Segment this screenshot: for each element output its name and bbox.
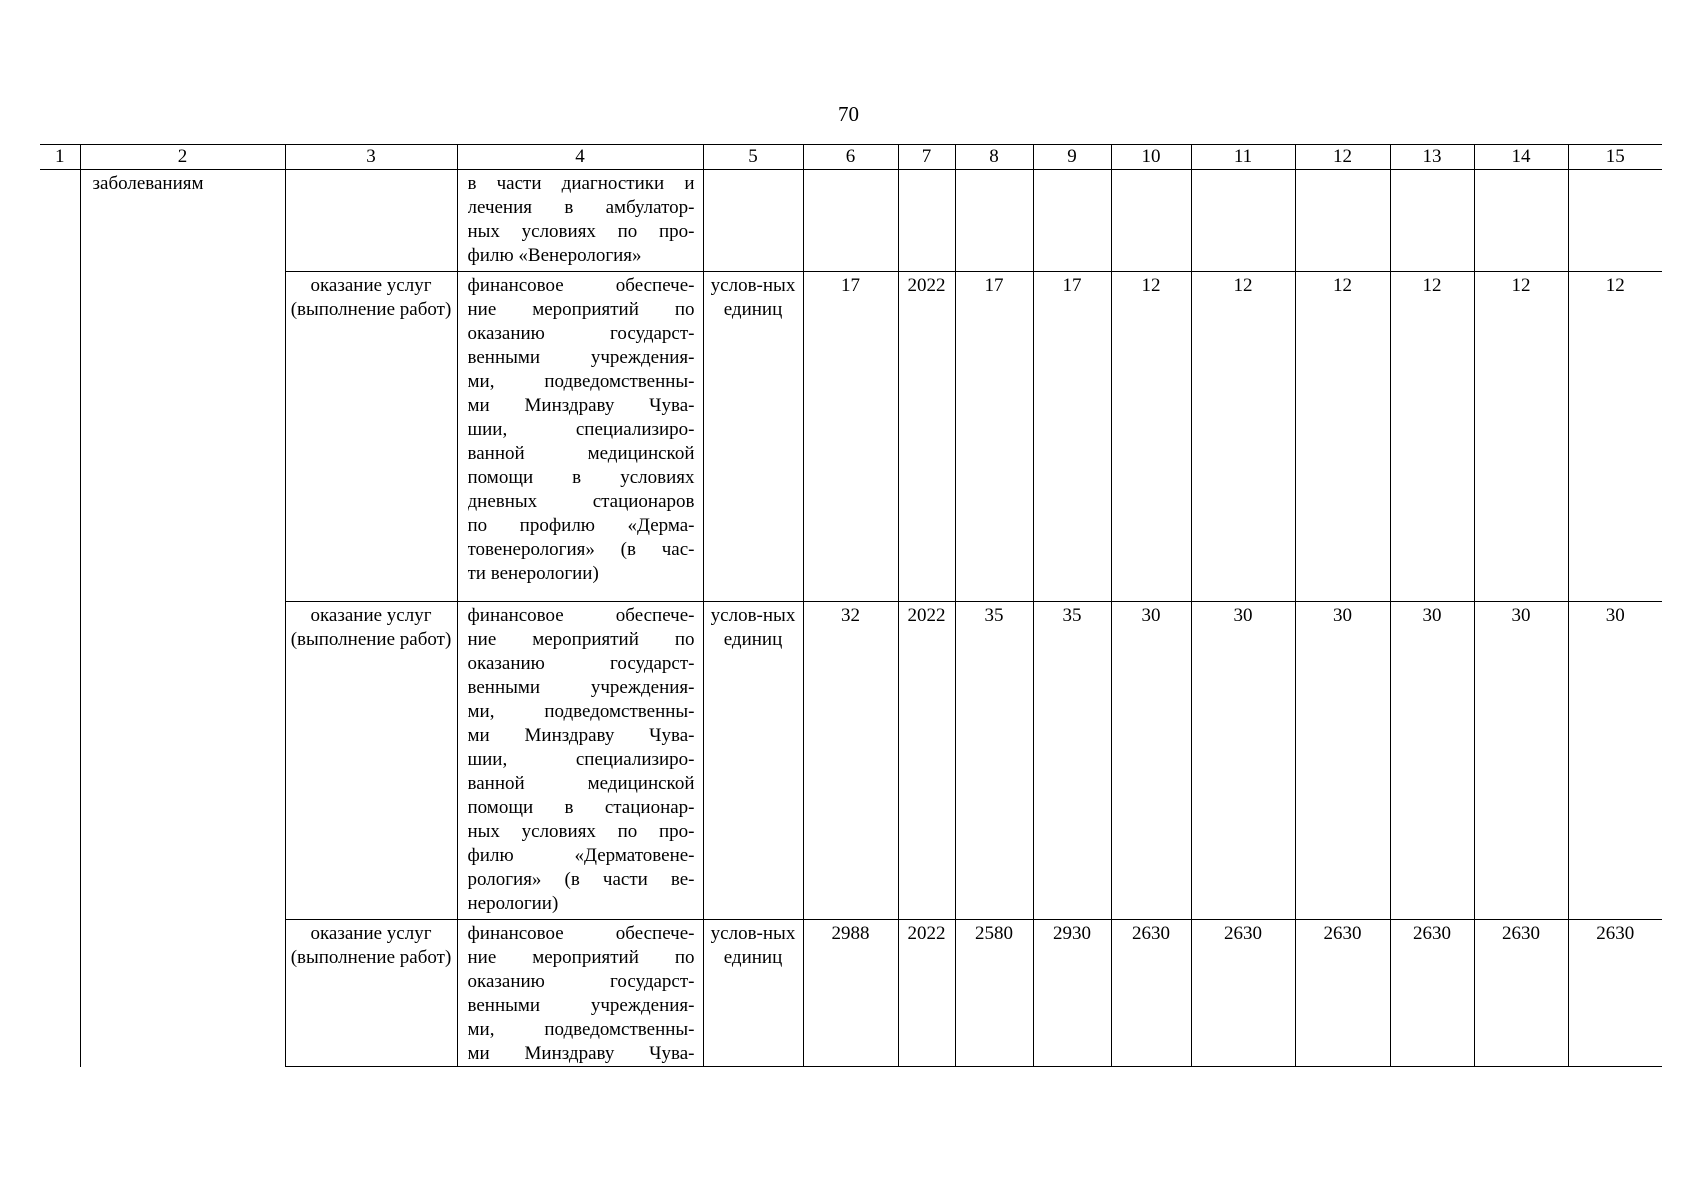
unit-cell: услов-ных единиц — [703, 602, 803, 920]
value-cell: 32 — [803, 602, 898, 920]
description-line: товенерология» (в час- — [467, 539, 695, 560]
header-cell: 11 — [1191, 145, 1295, 170]
value-cell — [1390, 170, 1474, 272]
unit-cell: услов-ных единиц — [703, 920, 803, 1067]
header-cell: 2 — [80, 145, 285, 170]
unit-cell — [703, 170, 803, 272]
value-cell — [898, 170, 955, 272]
header-cell: 1 — [40, 145, 80, 170]
header-cell: 5 — [703, 145, 803, 170]
description-line: венными учреждения- — [467, 347, 695, 368]
description-line: ных условиях по про- — [467, 221, 695, 242]
description-line: рология» (в части ве- — [467, 869, 695, 890]
header-cell: 15 — [1568, 145, 1662, 170]
description-line: венными учреждения- — [467, 995, 695, 1016]
unit-cell: услов-ных единиц — [703, 272, 803, 602]
header-cell: 6 — [803, 145, 898, 170]
program-indicators-table — [40, 144, 1662, 1067]
description-line: ванной медицинской — [467, 773, 695, 794]
header-cell: 4 — [457, 145, 703, 170]
value-cell: 2022 — [898, 602, 955, 920]
value-cell: 2022 — [898, 920, 955, 1067]
value-cell — [1191, 170, 1295, 272]
value-cell: 2630 — [1295, 920, 1390, 1067]
page-number: 70 — [838, 102, 859, 126]
activity-type-cell: оказание услуг (выполнение работ) — [285, 920, 457, 1067]
value-cell — [803, 170, 898, 272]
activity-type-cell: оказание услуг (выполнение работ) — [285, 272, 457, 602]
value-cell: 35 — [1033, 602, 1111, 920]
header-cell: 8 — [955, 145, 1033, 170]
value-cell: 17 — [803, 272, 898, 602]
value-cell — [1568, 170, 1662, 272]
value-cell: 2630 — [1191, 920, 1295, 1067]
description-line: венными учреждения- — [467, 677, 695, 698]
indicator-description-cell — [457, 920, 703, 1067]
value-cell — [1111, 170, 1191, 272]
description-line: оказанию государст- — [467, 971, 695, 992]
value-cell: 12 — [1390, 272, 1474, 602]
header-cell: 12 — [1295, 145, 1390, 170]
value-cell — [1474, 170, 1568, 272]
description-line: ванной медицинской — [467, 443, 695, 464]
value-cell: 12 — [1111, 272, 1191, 602]
value-cell: 2630 — [1474, 920, 1568, 1067]
description-line: филю «Венерология» — [467, 245, 642, 266]
header-cell: 13 — [1390, 145, 1474, 170]
description-line: в части диагностики и — [467, 173, 695, 194]
value-cell: 30 — [1474, 602, 1568, 920]
column-number-header-row — [40, 145, 1662, 170]
subprogram-cell: заболеваниям — [80, 170, 285, 1067]
value-cell: 2630 — [1111, 920, 1191, 1067]
description-line: шии, специализиро- — [467, 419, 695, 440]
value-cell: 2630 — [1568, 920, 1662, 1067]
value-cell: 2930 — [1033, 920, 1111, 1067]
value-cell: 12 — [1474, 272, 1568, 602]
description-line: финансовое обеспече- — [467, 923, 695, 944]
value-cell: 12 — [1295, 272, 1390, 602]
value-cell: 2580 — [955, 920, 1033, 1067]
value-cell: 2022 — [898, 272, 955, 602]
description-line: по профилю «Дерма- — [467, 515, 695, 536]
description-line: помощи в стационар- — [467, 797, 695, 818]
description-line: помощи в условиях — [467, 467, 695, 488]
description-line: оказанию государст- — [467, 323, 695, 344]
value-cell: 17 — [955, 272, 1033, 602]
value-cell — [1033, 170, 1111, 272]
value-cell: 2988 — [803, 920, 898, 1067]
row-index-cell — [40, 170, 80, 1067]
value-cell — [1295, 170, 1390, 272]
value-cell — [955, 170, 1033, 272]
value-cell: 30 — [1111, 602, 1191, 920]
description-line: ми Минздраву Чува- — [467, 1043, 695, 1064]
description-line: финансовое обеспече- — [467, 275, 695, 296]
value-cell: 12 — [1191, 272, 1295, 602]
header-cell: 10 — [1111, 145, 1191, 170]
description-line: ми Минздраву Чува- — [467, 395, 695, 416]
header-cell: 9 — [1033, 145, 1111, 170]
description-line: ние мероприятий по — [467, 629, 695, 650]
header-cell: 7 — [898, 145, 955, 170]
value-cell: 12 — [1568, 272, 1662, 602]
description-line: ние мероприятий по — [467, 947, 695, 968]
description-line: ми, подведомственны- — [467, 371, 695, 392]
description-line: ние мероприятий по — [467, 299, 695, 320]
activity-type-cell — [285, 170, 457, 272]
description-line: шии, специализиро- — [467, 749, 695, 770]
description-line: нерологии) — [467, 893, 559, 914]
value-cell: 17 — [1033, 272, 1111, 602]
description-line: ти венерологии) — [467, 563, 599, 584]
description-line: дневных стационаров — [467, 491, 695, 512]
value-cell: 30 — [1295, 602, 1390, 920]
indicator-description-cell — [457, 602, 703, 920]
value-cell: 2630 — [1390, 920, 1474, 1067]
activity-type-cell: оказание услуг (выполнение работ) — [285, 602, 457, 920]
indicator-description-cell — [457, 170, 703, 272]
description-line: лечения в амбулатор- — [467, 197, 695, 218]
description-line: филю «Дерматовене- — [467, 845, 695, 866]
description-line: финансовое обеспече- — [467, 605, 695, 626]
value-cell: 30 — [1390, 602, 1474, 920]
description-line: ми, подведомственны- — [467, 701, 695, 722]
indicator-description-cell — [457, 272, 703, 602]
table-row — [40, 170, 1662, 272]
description-line: ми, подведомственны- — [467, 1019, 695, 1040]
value-cell: 35 — [955, 602, 1033, 920]
header-cell: 14 — [1474, 145, 1568, 170]
header-cell: 3 — [285, 145, 457, 170]
description-line: ных условиях по про- — [467, 821, 695, 842]
description-line: ми Минздраву Чува- — [467, 725, 695, 746]
value-cell: 30 — [1568, 602, 1662, 920]
description-line: оказанию государст- — [467, 653, 695, 674]
value-cell: 30 — [1191, 602, 1295, 920]
